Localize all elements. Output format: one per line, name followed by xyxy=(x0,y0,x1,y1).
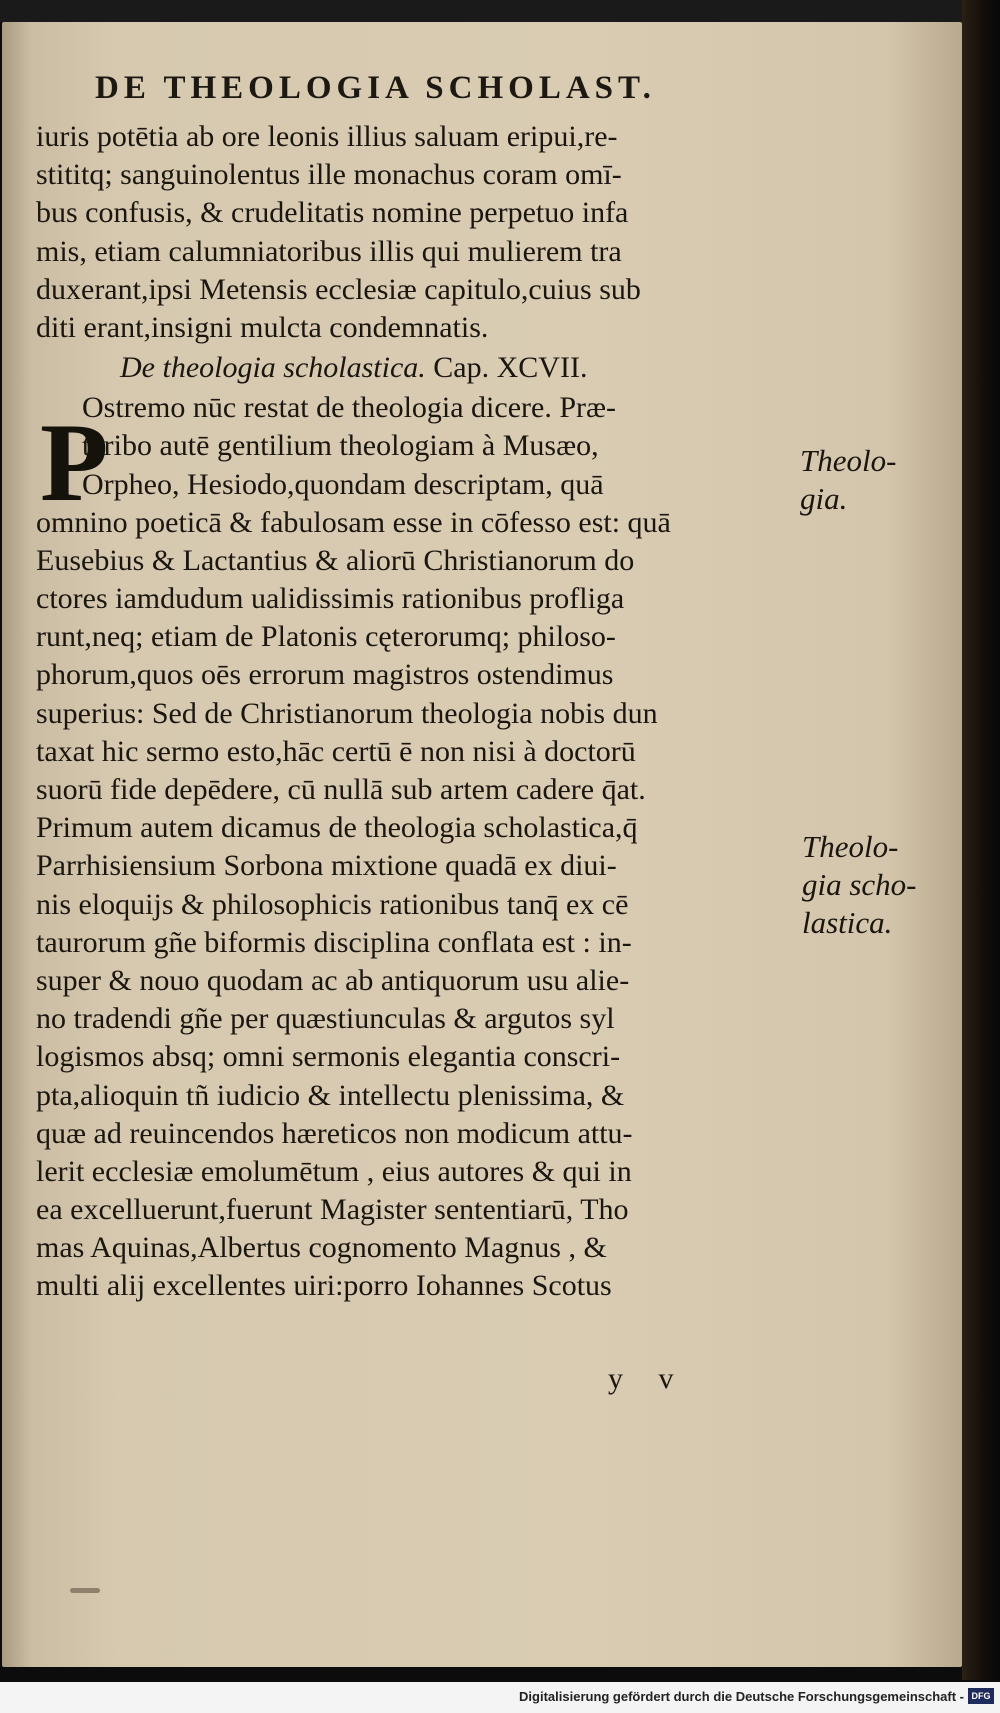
text-line: lerit ecclesiæ emolumētum , eius autores & qui in xyxy=(36,1154,632,1188)
marginal-note-line: gia scho- xyxy=(802,867,917,902)
text-line: omnino poeticā & fabulosam esse in cōfesso est: quā xyxy=(36,505,671,539)
marginal-note-line: Theolo- xyxy=(802,829,899,864)
text-line: super & nouo quodam ac ab antiquorum usu alie- xyxy=(36,963,630,997)
running-head: DE THEOLOGIA SCHOLAST. xyxy=(95,70,656,106)
text-line: diti erant,insigni mulcta condemnatis. xyxy=(36,310,489,344)
text-line: Primum autem dicamus de theologia scholastica,q̄ xyxy=(36,811,638,845)
text-line: quæ ad reuincendos hæreticos non modicum attu- xyxy=(36,1116,633,1150)
chapter-heading-number: Cap. XCVII. xyxy=(433,351,588,385)
text-line: bus confusis, & crudelitatis nomine perpetuo infa xyxy=(36,196,629,230)
chapter-heading xyxy=(36,347,796,389)
text-line: superius: Sed de Christianorum theologia nobis dun xyxy=(36,696,658,730)
text-line: runt,neq; etiam de Platonis cęterorumq; philoso- xyxy=(36,620,616,654)
page-gutter-edge xyxy=(962,0,1000,1680)
text-line: stititq; sanguinolentus ille monachus coram omī- xyxy=(36,158,622,192)
text-line: Ostremo nūc restat de theologia dicere. Præ- xyxy=(82,391,616,425)
footer-credit-text: Digitalisierung gefördert durch die Deutsche Forschungsgemeinschaft - xyxy=(519,1689,964,1704)
text-line: logismos absq; omni sermonis elegantia conscri- xyxy=(36,1040,621,1074)
digitization-footer xyxy=(0,1682,1000,1713)
text-line: duxerant,ipsi Metensis ecclesiæ capitulo,cuius sub xyxy=(36,272,641,306)
chapter-heading-title: De theologia scholastica. xyxy=(120,351,426,385)
catchword-signature: y v xyxy=(608,1362,688,1395)
text-line: mas Aquinas,Albertus cognomento Magnus , & xyxy=(36,1231,607,1265)
text-line: nis eloquijs & philosophicis rationibus tanq̄ ex cē xyxy=(36,887,629,921)
main-text-block xyxy=(36,118,796,1306)
text-line: teribo autē gentilium theologiam à Musæo, xyxy=(82,429,599,463)
text-line: multi alij excellentes uiri:porro Iohannes Scotus xyxy=(36,1269,612,1303)
text-line: taxat hic sermo esto,hāc certū ē non nisi à doctorū xyxy=(36,734,636,768)
top-shadow xyxy=(0,0,1000,22)
marginal-note-line: gia. xyxy=(800,481,848,516)
text-line: no tradendi gñe per quæstiunculas & argutos syl xyxy=(36,1002,615,1036)
marginal-note-theologia xyxy=(800,442,896,518)
text-line: mis, etiam calumniatoribus illis qui mulierem tra xyxy=(36,234,622,268)
marginal-note-line: Theolo- xyxy=(800,443,897,478)
text-line: taurorum gñe biformis disciplina conflata est : in- xyxy=(36,925,632,959)
text-line: ea excelluerunt,fuerunt Magister sententiarū, Tho xyxy=(36,1193,629,1227)
decorated-initial-letter: P xyxy=(40,401,109,525)
text-line: Orpheo, Hesiodo,quondam descriptam, quā xyxy=(82,467,604,501)
text-line: phorum,quos oēs errorum magistros ostendimus xyxy=(36,658,614,692)
text-line: pta,alioquin tñ iudicio & intellectu plenissima, & xyxy=(36,1078,625,1112)
marginal-note-theologia-scholastica xyxy=(802,828,917,942)
text-line: Eusebius & Lactantius & aliorū Christianorum do xyxy=(36,543,635,577)
dfg-logo-icon: DFG xyxy=(968,1688,994,1704)
text-line: ctores iamdudum ualidissimis rationibus profliga xyxy=(36,582,625,616)
text-line: Parrhisiensium Sorbona mixtione quadā ex diui- xyxy=(36,849,617,883)
ink-smudge xyxy=(70,1588,100,1593)
text-line: suorū fide depēdere, cū nullā sub artem cadere q̄at. xyxy=(36,773,646,806)
text-line: iuris potētia ab ore leonis illius saluam eripui,re- xyxy=(36,120,618,153)
marginal-note-line: lastica. xyxy=(802,905,893,940)
